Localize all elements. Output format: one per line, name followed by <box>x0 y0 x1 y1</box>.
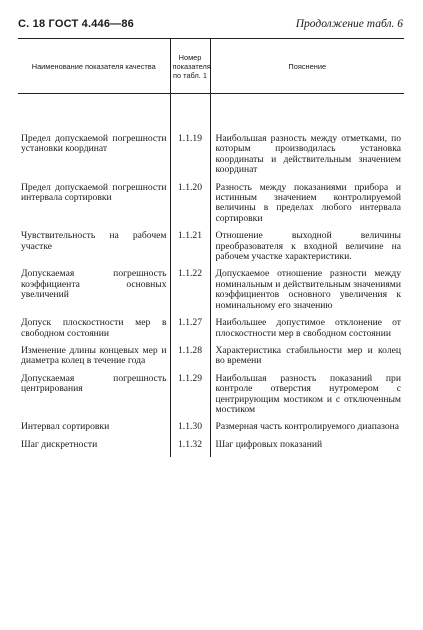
explanation-cell: Наибольшая разность между отметками, по которым производилась установка координаты и действительным значением координат <box>210 134 404 183</box>
table-row <box>18 374 404 423</box>
table-row <box>18 134 404 183</box>
page-header <box>18 18 403 38</box>
page-id: С. 18 ГОСТ 4.446—86 <box>18 18 135 30</box>
indicator-cell: Допуск плоскостности мер в свободном состоянии <box>21 317 167 339</box>
table-row <box>18 346 404 374</box>
indicator-cell: Допускаемая погрешность коэффициента основных увеличений <box>21 268 167 301</box>
column-header-indicator: Наименование показателя качества <box>18 39 170 94</box>
explanation-cell: Шаг цифровых показаний <box>210 440 404 457</box>
indicator-cell: Интервал сортировки <box>21 421 110 433</box>
table-row <box>18 440 404 457</box>
table-row <box>18 422 404 439</box>
column-header-number: Номер показателя по табл. 1 <box>170 39 210 94</box>
number-cell: 1.1.27 <box>170 318 210 346</box>
table-spacer-row <box>18 94 404 135</box>
table-header <box>18 39 404 94</box>
explanation-cell: Допускаемое отношение разности между номинальным и действительным значениями коэффициентов основного увеличения к номинальному его значению <box>210 269 404 318</box>
table-body <box>18 94 404 458</box>
table-continuation-label: Продолжение табл. 6 <box>295 18 403 30</box>
explanation-cell: Наибольшая разность показаний при контроле отверстия нутромером с центрирующим мостиком и с отключенным мостиком <box>210 374 404 423</box>
quality-indicators-table <box>18 38 404 457</box>
number-cell: 1.1.21 <box>170 231 210 269</box>
number-cell: 1.1.20 <box>170 183 210 232</box>
indicator-cell: Изменение длины концевых мер и диаметра колец в течение года <box>21 344 167 367</box>
table-row <box>18 183 404 232</box>
number-cell: 1.1.32 <box>170 440 210 457</box>
explanation-cell: Размерная часть контролируемого диапазона <box>210 422 404 439</box>
explanation-cell: Характеристика стабильности мер и колец во времени <box>210 346 404 374</box>
number-cell: 1.1.22 <box>170 269 210 318</box>
table-row <box>18 231 404 269</box>
number-cell: 1.1.30 <box>170 422 210 439</box>
number-cell: 1.1.28 <box>170 346 210 374</box>
column-header-explanation: Пояснение <box>210 39 404 94</box>
indicator-cell: Предел допускаемой погрешности установки координат <box>21 133 167 155</box>
table-row <box>18 318 404 346</box>
number-cell: 1.1.29 <box>170 374 210 423</box>
indicator-cell: Чувствительность на рабочем участке <box>21 230 167 252</box>
indicator-cell: Предел допускаемой погрешности интервала сортировки <box>21 181 167 204</box>
explanation-cell: Отношение выходной величины преобразователя к входной величине на рабочем участке характеристики. <box>210 231 404 269</box>
number-cell: 1.1.19 <box>170 134 210 183</box>
indicator-cell: Шаг дискретности <box>21 438 98 450</box>
explanation-cell: Разность между показаниями прибора и истинным значением контролируемой величины в пределах любого интервала сортировки <box>210 183 404 232</box>
explanation-cell: Наибольшее допустимое отклонение от плоскостности мер в свободном состоянии <box>210 318 404 346</box>
indicator-cell: Допускаемая погрешность центрирования <box>21 372 167 395</box>
table-row <box>18 269 404 318</box>
